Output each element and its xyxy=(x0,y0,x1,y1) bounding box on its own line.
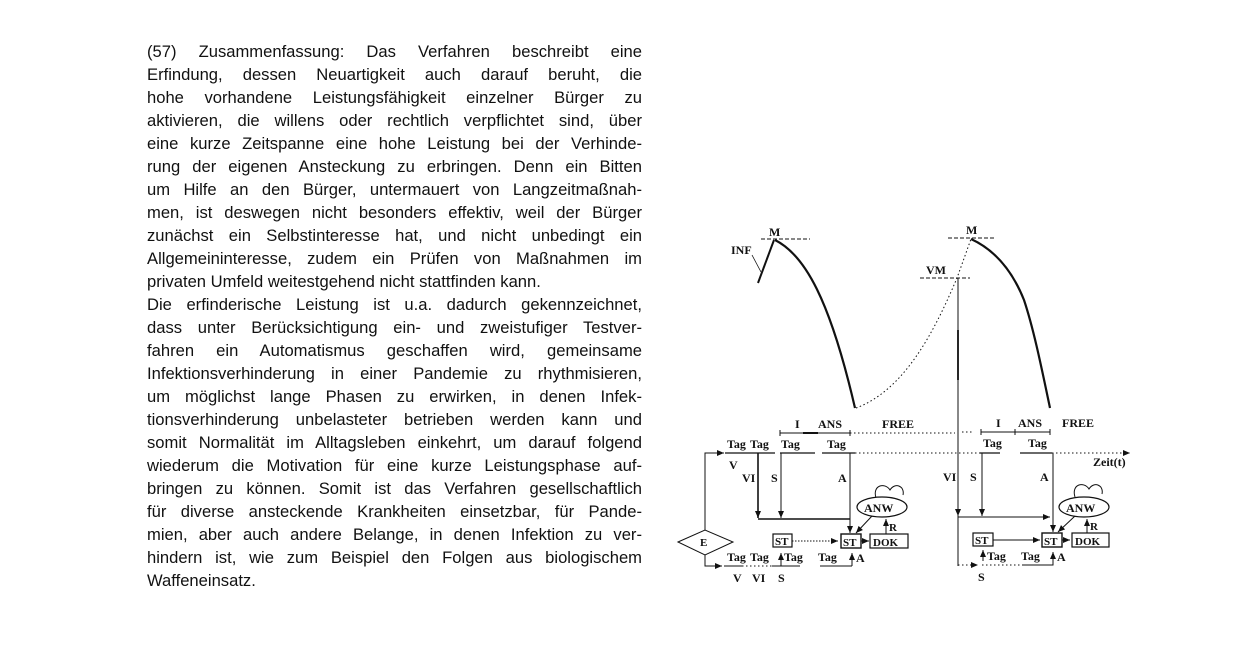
text-line: Waffeneinsatz. xyxy=(147,571,256,590)
label-tag: Tag xyxy=(750,550,769,564)
label-st: ST xyxy=(975,535,989,547)
text-line: aktivieren, die willens oder rechtlich verpflichtet sind, über xyxy=(147,111,642,130)
label-e: E xyxy=(700,537,708,549)
phase-labels xyxy=(780,416,1094,436)
text-line: mien, aber auch andere Belange, in denen Infektion zu ver- xyxy=(147,525,642,544)
anw-cloud-2 xyxy=(1059,485,1109,517)
text-line: Infektionsverhinderung in einer Pandemie zu rhythmisieren, xyxy=(147,364,642,383)
label-tag: Tag xyxy=(1028,436,1047,450)
label-vm: VM xyxy=(926,263,946,277)
process-block-1 xyxy=(678,453,908,585)
text-line: fahren ein Automatismus geschaffen wird, gemeinsame xyxy=(147,341,642,360)
label-st: ST xyxy=(843,537,857,549)
inf-leader-line xyxy=(752,255,761,272)
label-dok: DOK xyxy=(873,537,899,549)
label-tag: Tag xyxy=(727,550,746,564)
label-v: V xyxy=(733,571,742,585)
label-r: R xyxy=(889,522,897,534)
label-tag: Tag xyxy=(1021,549,1040,563)
label-vi: VI xyxy=(752,571,766,585)
infection-rise-line xyxy=(758,240,774,283)
label-a: A xyxy=(856,551,865,565)
anw-cloud xyxy=(857,486,907,517)
label-m1: M xyxy=(769,225,781,239)
text-line: für diverse ansteckende Krankheiten einsetzbar, für Pande- xyxy=(147,502,642,521)
text-line: Erfindung, dessen Neuartigkeit auch darauf beruht, die xyxy=(147,65,642,84)
text-line: tionsverhinderung unbelasteter betrieben werden kann und xyxy=(147,410,642,429)
label-tag: Tag xyxy=(727,437,746,451)
label-tag: Tag xyxy=(750,437,769,451)
text-line: um möglichst lange Phasen zu erwirken, in denen Infek- xyxy=(147,387,642,406)
label-r: R xyxy=(1090,521,1098,533)
text-line: bringen zu können. Somit ist das Verfahren gesellschaftlich xyxy=(147,479,642,498)
motivation-decline-curve-1 xyxy=(775,240,855,408)
process-block-2 xyxy=(943,278,1109,584)
text-line: zunächst ein Selbstinteresse hat, und nicht unbedingt ein xyxy=(147,226,642,245)
text-line: hindern ist, wie zum Beispiel den Folgen aus biologischem xyxy=(147,548,642,567)
label-a: A xyxy=(1057,550,1066,564)
text-line: wiederum die Motivation für eine kurze Leistungsphase auf- xyxy=(147,456,642,475)
anw-to-st-arrow xyxy=(856,516,872,533)
text-line: somit Normalität im Alltagsleben einkehrt, um darauf folgend xyxy=(147,433,642,452)
label-anw: ANW xyxy=(864,501,894,515)
label-tag: Tag xyxy=(827,437,846,451)
time-axis xyxy=(725,436,1130,469)
label-tag: Tag xyxy=(784,550,803,564)
motivation-decline-curve-2 xyxy=(971,239,1050,408)
label-a: A xyxy=(1040,470,1049,484)
label-s: S xyxy=(970,470,977,484)
text-line: dass unter Berücksichtigung ein- und zweistufiger Testver- xyxy=(147,318,642,337)
label-tag: Tag xyxy=(987,549,1006,563)
label-anw: ANW xyxy=(1066,501,1096,515)
label-vi: VI xyxy=(742,471,756,485)
label-s: S xyxy=(778,571,785,585)
label-vi: VI xyxy=(943,470,957,484)
label-s: S xyxy=(771,471,778,485)
label-free-2: FREE xyxy=(1062,416,1095,430)
text-line: um Hilfe an den Bürger, untermauert von Langzeitmaßnah- xyxy=(147,180,642,199)
label-st: ST xyxy=(1044,536,1058,548)
label-tag: Tag xyxy=(818,550,837,564)
label-tag: Tag xyxy=(983,436,1002,450)
label-st: ST xyxy=(775,536,789,548)
text-line: eine kurze Zeitspanne eine hohe Leistung bei der Verhinde- xyxy=(147,134,642,153)
label-ans-1: ANS xyxy=(818,417,843,431)
motivation-recovery-curve xyxy=(856,239,971,408)
text-line: rung der eigenen Ansteckung zu erbringen. Denn ein Bitten xyxy=(147,157,642,176)
label-i-1: I xyxy=(795,417,800,431)
e-down-line xyxy=(705,555,722,566)
label-free-1: FREE xyxy=(882,417,915,431)
label-v: V xyxy=(729,458,738,472)
anw-to-st-arrow-2 xyxy=(1058,516,1075,532)
label-i-2: I xyxy=(996,416,1001,430)
motivation-curves xyxy=(731,223,1050,408)
text-line: privaten Umfeld weitestgehend nicht stattfinden kann. xyxy=(147,272,541,291)
label-dok: DOK xyxy=(1075,536,1101,548)
label-inf: INF xyxy=(731,243,752,257)
text-line: men, ist deswegen nicht besonders effektiv, weil der Bürger xyxy=(147,203,642,222)
text-line: hohe vorhandene Leistungsfähigkeit einzelner Bürger zu xyxy=(147,88,642,107)
e-loop-line xyxy=(705,453,724,530)
label-ans-2: ANS xyxy=(1018,416,1043,430)
text-line: (57) Zusammenfassung: Das Verfahren beschreibt eine xyxy=(147,42,642,61)
label-tag: Tag xyxy=(781,437,800,451)
label-zeit: Zeit(t) xyxy=(1093,455,1126,469)
label-m2: M xyxy=(966,223,978,237)
label-s: S xyxy=(978,570,985,584)
text-line: Allgemeininteresse, zudem ein Prüfen von Maßnahmen im xyxy=(147,249,642,268)
label-a: A xyxy=(838,471,847,485)
text-line: Die erfinderische Leistung ist u.a. dadurch gekennzeichnet, xyxy=(147,295,642,314)
